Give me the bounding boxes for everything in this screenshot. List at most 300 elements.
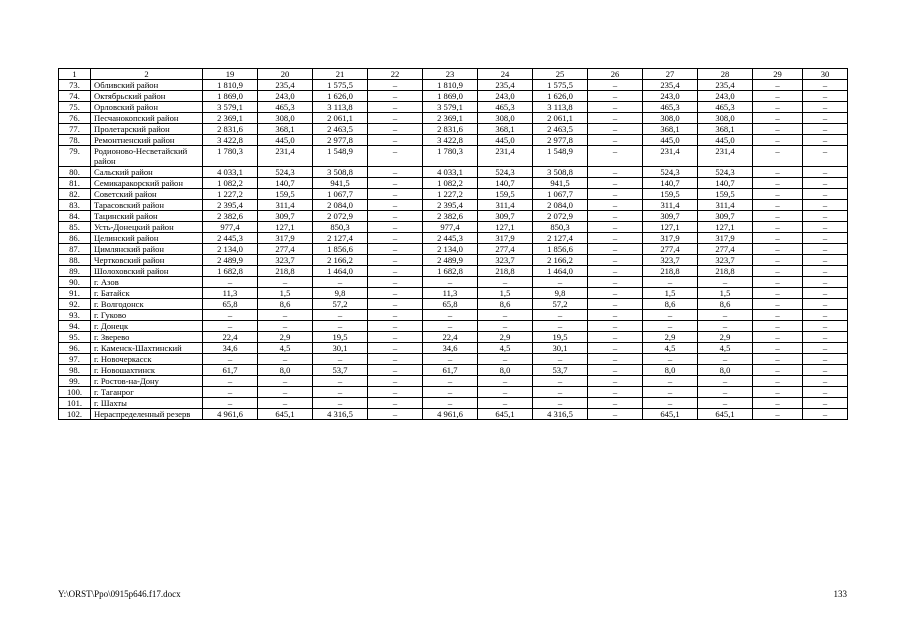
value-cell: – <box>753 376 803 387</box>
value-cell: – <box>478 398 533 409</box>
table-row <box>59 354 848 365</box>
value-cell: – <box>753 178 803 189</box>
value-cell: 2 072,9 <box>313 211 368 222</box>
value-cell: – <box>533 376 588 387</box>
value-cell: – <box>753 255 803 266</box>
value-cell: 243,0 <box>698 91 753 102</box>
district-name-cell: г. Новочеркасск <box>91 354 203 365</box>
value-cell: 2 463,5 <box>533 124 588 135</box>
value-cell: – <box>753 266 803 277</box>
table-row <box>59 200 848 211</box>
district-name-cell: г. Новошахтинск <box>91 365 203 376</box>
district-name-cell: Обливский район <box>91 80 203 91</box>
value-cell: – <box>803 244 848 255</box>
value-cell: – <box>368 387 423 398</box>
value-cell: 323,7 <box>478 255 533 266</box>
table-row <box>59 365 848 376</box>
value-cell: – <box>368 288 423 299</box>
value-cell: – <box>803 146 848 167</box>
header-cell: 27 <box>643 69 698 80</box>
value-cell: – <box>753 233 803 244</box>
row-number-cell: 73. <box>59 80 91 91</box>
value-cell: 2 166,2 <box>313 255 368 266</box>
value-cell: 19,5 <box>533 332 588 343</box>
district-name-cell: Пролетарский район <box>91 124 203 135</box>
value-cell: 4,5 <box>643 343 698 354</box>
header-cell: 19 <box>203 69 258 80</box>
district-name-cell: Нераспределенный резерв <box>91 409 203 420</box>
value-cell: 1 575,5 <box>313 80 368 91</box>
value-cell: 2 166,2 <box>533 255 588 266</box>
district-name-cell: Сальский район <box>91 167 203 178</box>
value-cell: 2 831,6 <box>203 124 258 135</box>
value-cell: – <box>753 189 803 200</box>
value-cell: 140,7 <box>478 178 533 189</box>
value-cell: – <box>588 200 643 211</box>
district-name-cell: г. Каменск-Шахтинский <box>91 343 203 354</box>
value-cell: 311,4 <box>643 200 698 211</box>
value-cell: 3 422,8 <box>203 135 258 146</box>
value-cell: 2 977,8 <box>313 135 368 146</box>
value-cell: – <box>533 387 588 398</box>
value-cell: 277,4 <box>698 244 753 255</box>
value-cell: 127,1 <box>643 222 698 233</box>
district-name-cell: г. Зверево <box>91 332 203 343</box>
value-cell: – <box>478 354 533 365</box>
value-cell: 2 369,1 <box>423 113 478 124</box>
district-name-cell: Целинский район <box>91 233 203 244</box>
value-cell: – <box>643 398 698 409</box>
value-cell: 235,4 <box>698 80 753 91</box>
value-cell: – <box>803 200 848 211</box>
value-cell: – <box>533 398 588 409</box>
district-name-cell: г. Гуково <box>91 310 203 321</box>
table-row <box>59 222 848 233</box>
value-cell: – <box>258 387 313 398</box>
row-number-cell: 88. <box>59 255 91 266</box>
value-cell: 2 061,1 <box>533 113 588 124</box>
value-cell: – <box>753 398 803 409</box>
value-cell: 2 489,9 <box>203 255 258 266</box>
value-cell: 465,3 <box>258 102 313 113</box>
value-cell: – <box>423 310 478 321</box>
value-cell: 2 134,0 <box>423 244 478 255</box>
row-number-cell: 91. <box>59 288 91 299</box>
value-cell: – <box>478 277 533 288</box>
value-cell: 235,4 <box>258 80 313 91</box>
value-cell: – <box>368 80 423 91</box>
value-cell: – <box>698 321 753 332</box>
value-cell: 645,1 <box>258 409 313 420</box>
value-cell: 1 082,2 <box>423 178 478 189</box>
value-cell: – <box>753 91 803 102</box>
value-cell: – <box>588 332 643 343</box>
row-number-cell: 86. <box>59 233 91 244</box>
value-cell: 235,4 <box>643 80 698 91</box>
value-cell: – <box>368 299 423 310</box>
value-cell: – <box>478 310 533 321</box>
value-cell: – <box>588 167 643 178</box>
value-cell: – <box>643 321 698 332</box>
value-cell: 1 082,2 <box>203 178 258 189</box>
value-cell: – <box>803 189 848 200</box>
value-cell: – <box>368 266 423 277</box>
value-cell: 1 464,0 <box>533 266 588 277</box>
value-cell: 8,6 <box>643 299 698 310</box>
value-cell: – <box>258 354 313 365</box>
value-cell: 1 626,0 <box>313 91 368 102</box>
value-cell: 1 780,3 <box>423 146 478 167</box>
value-cell: 127,1 <box>478 222 533 233</box>
value-cell: 323,7 <box>698 255 753 266</box>
row-number-cell: 75. <box>59 102 91 113</box>
value-cell: – <box>588 113 643 124</box>
value-cell: 1 548,9 <box>313 146 368 167</box>
value-cell: 11,3 <box>423 288 478 299</box>
value-cell: – <box>313 277 368 288</box>
value-cell: – <box>368 178 423 189</box>
value-cell: 368,1 <box>698 124 753 135</box>
value-cell: 11,3 <box>203 288 258 299</box>
district-name-cell: Орловский район <box>91 102 203 113</box>
value-cell: – <box>803 91 848 102</box>
row-number-cell: 90. <box>59 277 91 288</box>
value-cell: – <box>753 80 803 91</box>
value-cell: 323,7 <box>643 255 698 266</box>
table-row <box>59 189 848 200</box>
header-cell: 28 <box>698 69 753 80</box>
value-cell: 1 575,5 <box>533 80 588 91</box>
value-cell: – <box>203 321 258 332</box>
district-name-cell: Цимлянский район <box>91 244 203 255</box>
value-cell: 524,3 <box>698 167 753 178</box>
value-cell: – <box>803 277 848 288</box>
value-cell: 309,7 <box>698 211 753 222</box>
row-number-cell: 99. <box>59 376 91 387</box>
value-cell: 231,4 <box>258 146 313 167</box>
value-cell: 2 061,1 <box>313 113 368 124</box>
value-cell: 218,8 <box>698 266 753 277</box>
value-cell: – <box>313 310 368 321</box>
value-cell: 2 395,4 <box>423 200 478 211</box>
table-row <box>59 409 848 420</box>
row-number-cell: 100. <box>59 387 91 398</box>
value-cell: – <box>803 288 848 299</box>
value-cell: 34,6 <box>203 343 258 354</box>
value-cell: – <box>803 365 848 376</box>
value-cell: 465,3 <box>698 102 753 113</box>
value-cell: – <box>533 321 588 332</box>
value-cell: – <box>643 277 698 288</box>
district-name-cell: Песчанокопский район <box>91 113 203 124</box>
value-cell: 368,1 <box>258 124 313 135</box>
value-cell: 30,1 <box>313 343 368 354</box>
district-name-cell: г. Таганрог <box>91 387 203 398</box>
value-cell: – <box>423 277 478 288</box>
value-cell: – <box>588 146 643 167</box>
value-cell: – <box>588 387 643 398</box>
value-cell: 1 227,2 <box>423 189 478 200</box>
value-cell: – <box>588 80 643 91</box>
value-cell: 243,0 <box>643 91 698 102</box>
value-cell: 34,6 <box>423 343 478 354</box>
value-cell: – <box>258 376 313 387</box>
value-cell: 3 508,8 <box>313 167 368 178</box>
row-number-cell: 79. <box>59 146 91 167</box>
row-number-cell: 74. <box>59 91 91 102</box>
table-row <box>59 233 848 244</box>
value-cell: – <box>803 102 848 113</box>
value-cell: 317,9 <box>643 233 698 244</box>
value-cell: 1 227,2 <box>203 189 258 200</box>
value-cell: 2 831,6 <box>423 124 478 135</box>
value-cell: 53,7 <box>313 365 368 376</box>
value-cell: – <box>423 387 478 398</box>
table-row <box>59 91 848 102</box>
value-cell: – <box>753 343 803 354</box>
header-row <box>59 69 848 80</box>
value-cell: – <box>588 189 643 200</box>
value-cell: – <box>203 387 258 398</box>
value-cell: – <box>698 310 753 321</box>
district-name-cell: Родионово-Несветайский район <box>91 146 203 167</box>
value-cell: – <box>803 398 848 409</box>
value-cell: – <box>423 376 478 387</box>
value-cell: – <box>368 102 423 113</box>
district-name-cell: Ремонтненский район <box>91 135 203 146</box>
row-number-cell: 77. <box>59 124 91 135</box>
table-row <box>59 321 848 332</box>
district-name-cell: Тацинский район <box>91 211 203 222</box>
value-cell: – <box>803 343 848 354</box>
district-name-cell: г. Донецк <box>91 321 203 332</box>
value-cell: 977,4 <box>203 222 258 233</box>
value-cell: 2 489,9 <box>423 255 478 266</box>
value-cell: – <box>588 222 643 233</box>
value-cell: – <box>753 310 803 321</box>
row-number-cell: 84. <box>59 211 91 222</box>
value-cell: – <box>368 332 423 343</box>
row-number-cell: 80. <box>59 167 91 178</box>
value-cell: – <box>313 398 368 409</box>
table-row <box>59 135 848 146</box>
table-row <box>59 113 848 124</box>
value-cell: – <box>368 365 423 376</box>
value-cell: 309,7 <box>478 211 533 222</box>
value-cell: 3 113,8 <box>533 102 588 113</box>
district-name-cell: г. Ростов-на-Дону <box>91 376 203 387</box>
value-cell: 4,5 <box>258 343 313 354</box>
value-cell: 1 856,6 <box>533 244 588 255</box>
district-name-cell: г. Шахты <box>91 398 203 409</box>
value-cell: 465,3 <box>478 102 533 113</box>
value-cell: 231,4 <box>698 146 753 167</box>
value-cell: – <box>753 113 803 124</box>
value-cell: 2,9 <box>478 332 533 343</box>
page-number: 133 <box>833 589 847 599</box>
value-cell: – <box>423 354 478 365</box>
value-cell: 941,5 <box>313 178 368 189</box>
value-cell: – <box>313 376 368 387</box>
value-cell: – <box>803 211 848 222</box>
district-name-cell: Советский район <box>91 189 203 200</box>
row-number-cell: 94. <box>59 321 91 332</box>
header-cell: 1 <box>59 69 91 80</box>
value-cell: – <box>753 365 803 376</box>
value-cell: – <box>803 113 848 124</box>
district-name-cell: Чертковский район <box>91 255 203 266</box>
value-cell: 140,7 <box>258 178 313 189</box>
value-cell: 1 067,7 <box>313 189 368 200</box>
value-cell: – <box>368 146 423 167</box>
value-cell: – <box>258 277 313 288</box>
value-cell: – <box>753 354 803 365</box>
value-cell: 1 682,8 <box>203 266 258 277</box>
value-cell: – <box>753 387 803 398</box>
value-cell: – <box>698 398 753 409</box>
value-cell: – <box>588 365 643 376</box>
table-row <box>59 178 848 189</box>
table-row <box>59 80 848 91</box>
district-name-cell: г. Батайск <box>91 288 203 299</box>
row-number-cell: 101. <box>59 398 91 409</box>
value-cell: – <box>258 398 313 409</box>
value-cell: – <box>368 255 423 266</box>
value-cell: 2 134,0 <box>203 244 258 255</box>
value-cell: – <box>588 178 643 189</box>
table-row <box>59 398 848 409</box>
value-cell: – <box>588 277 643 288</box>
value-cell: 323,7 <box>258 255 313 266</box>
value-cell: – <box>588 266 643 277</box>
value-cell: – <box>803 354 848 365</box>
value-cell: 1 682,8 <box>423 266 478 277</box>
value-cell: 140,7 <box>643 178 698 189</box>
value-cell: – <box>423 321 478 332</box>
value-cell: – <box>368 211 423 222</box>
value-cell: 1,5 <box>698 288 753 299</box>
value-cell: 4 961,6 <box>203 409 258 420</box>
table-row <box>59 310 848 321</box>
value-cell: – <box>588 91 643 102</box>
value-cell: 218,8 <box>258 266 313 277</box>
value-cell: 243,0 <box>258 91 313 102</box>
value-cell: 645,1 <box>478 409 533 420</box>
value-cell: – <box>588 321 643 332</box>
value-cell: 8,6 <box>698 299 753 310</box>
value-cell: 3 422,8 <box>423 135 478 146</box>
value-cell: – <box>533 354 588 365</box>
value-cell: 159,5 <box>258 189 313 200</box>
header-cell: 2 <box>91 69 203 80</box>
value-cell: 465,3 <box>643 102 698 113</box>
row-number-cell: 92. <box>59 299 91 310</box>
row-number-cell: 82. <box>59 189 91 200</box>
value-cell: – <box>803 376 848 387</box>
value-cell: – <box>753 299 803 310</box>
value-cell: 317,9 <box>698 233 753 244</box>
row-number-cell: 83. <box>59 200 91 211</box>
value-cell: 308,0 <box>258 113 313 124</box>
row-number-cell: 97. <box>59 354 91 365</box>
value-cell: 4 033,1 <box>203 167 258 178</box>
value-cell: 1 810,9 <box>423 80 478 91</box>
value-cell: 277,4 <box>258 244 313 255</box>
district-name-cell: г. Азов <box>91 277 203 288</box>
value-cell: – <box>588 299 643 310</box>
value-cell: – <box>368 222 423 233</box>
value-cell: 4,5 <box>698 343 753 354</box>
value-cell: 3 113,8 <box>313 102 368 113</box>
value-cell: 4 033,1 <box>423 167 478 178</box>
row-number-cell: 98. <box>59 365 91 376</box>
value-cell: 524,3 <box>258 167 313 178</box>
value-cell: – <box>533 310 588 321</box>
value-cell: 311,4 <box>698 200 753 211</box>
value-cell: – <box>258 310 313 321</box>
value-cell: – <box>203 310 258 321</box>
value-cell: 19,5 <box>313 332 368 343</box>
value-cell: 308,0 <box>478 113 533 124</box>
value-cell: 159,5 <box>643 189 698 200</box>
value-cell: – <box>643 387 698 398</box>
row-number-cell: 102. <box>59 409 91 420</box>
value-cell: 317,9 <box>478 233 533 244</box>
row-number-cell: 89. <box>59 266 91 277</box>
value-cell: – <box>368 135 423 146</box>
value-cell: – <box>368 310 423 321</box>
value-cell: 445,0 <box>643 135 698 146</box>
value-cell: – <box>203 398 258 409</box>
value-cell: – <box>753 102 803 113</box>
value-cell: – <box>313 387 368 398</box>
value-cell: – <box>803 124 848 135</box>
value-cell: – <box>803 299 848 310</box>
value-cell: 1 869,0 <box>203 91 258 102</box>
value-cell: 645,1 <box>643 409 698 420</box>
value-cell: 317,9 <box>258 233 313 244</box>
value-cell: 4,5 <box>478 343 533 354</box>
value-cell: – <box>643 354 698 365</box>
value-cell: 850,3 <box>313 222 368 233</box>
value-cell: – <box>698 277 753 288</box>
value-cell: 243,0 <box>478 91 533 102</box>
value-cell: 218,8 <box>643 266 698 277</box>
value-cell: 2 977,8 <box>533 135 588 146</box>
value-cell: 8,6 <box>478 299 533 310</box>
value-cell: – <box>588 233 643 244</box>
value-cell: – <box>368 354 423 365</box>
district-name-cell: Тарасовский район <box>91 200 203 211</box>
value-cell: – <box>533 277 588 288</box>
district-name-cell: Усть-Донецкий район <box>91 222 203 233</box>
value-cell: 65,8 <box>423 299 478 310</box>
value-cell: – <box>258 321 313 332</box>
table-row <box>59 343 848 354</box>
value-cell: – <box>753 288 803 299</box>
header-cell: 26 <box>588 69 643 80</box>
value-cell: 9,8 <box>533 288 588 299</box>
value-cell: – <box>203 376 258 387</box>
header-cell: 23 <box>423 69 478 80</box>
value-cell: – <box>753 124 803 135</box>
value-cell: – <box>368 124 423 135</box>
value-cell: – <box>368 376 423 387</box>
district-name-cell: г. Волгодонск <box>91 299 203 310</box>
value-cell: 57,2 <box>313 299 368 310</box>
table-row <box>59 266 848 277</box>
value-cell: 4 316,5 <box>313 409 368 420</box>
